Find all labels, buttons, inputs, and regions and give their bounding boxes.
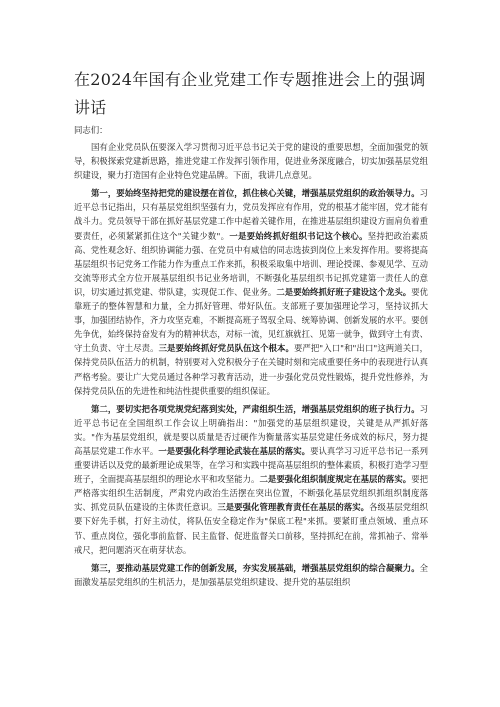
text-run: 坚持把政治素质高、党性观念好、组织协调能力强、在党员中有威信的同志选拔到岗位上来发挥作用。要将提高基层组织书记党务工作能力作为重点工作来抓，积极采取集中培训、理论授课、参观见学、互动交流等形式全方位开展基层组织书记业务培训，不断强化基层组织书记抓党建第一责任人的意识，切实通过抓党建、带队建，实现促工作、促业务。 [74,230,429,297]
text-run: 要严把"入口"和"出口"这两道关口，保持党员队伍活力的机制，特别要对入党积极分子在关键时刻和完成重要任务中的表现进行认真严格考验。要让广大党员通过各种学习教育活动，进一步强化党员党性锻炼，提升党性修养，为保持党员队伍的先进性和纯洁性提供重要的组织保证。 [74,343,429,396]
bold-text-run: 二是要始终抓好班子建设这个龙头。 [276,286,412,297]
paragraph [74,186,428,397]
text-run: 要把严格落实组织生活制度，严肃党内政治生活摆在突出位置，不断强化基层党组织抓组织制度落实、抓党员队伍建设的主体责任意识。 [74,474,429,513]
text-run: 国有企业党员队伍要深入学习贯彻习近平总书记关于党的建设的重要思想，全面加强党的领导，积极探索党建新思路，推进党建工作发挥引领作用，促进业务深度融合，切实加强基层党组织建设，聚力打造国有企业特色党建品牌。下面，我讲几点意见。 [74,142,428,181]
bold-text-run: 三是要始终抓好党员队伍这个根本。 [158,343,294,354]
bold-text-run: 二是要强化组织制度规定在基层的落实。 [259,474,412,485]
paragraph [74,561,428,589]
bold-text-run: 第二，要切实把各项党规党纪落到实处，严肃组织生活，增强基层党组织的班子执行力。 [91,403,420,414]
text-run: 习近平总书记在全国组织工作会议上明确指出："加强党的基层组织建设，关键是从严抓好落实。"作为基层党组织，就是要以质量是否过硬作为衡量落实基层党建任务成效的标尺，努力提高基层党建工作水平。 [74,403,428,456]
document-title: 在2024年国有企业党建工作专题推进会上的强调讲话 [74,70,426,117]
document-body [74,140,428,593]
text-run: 各级基层党组织要下好先手棋，打好主动仗，将队伍安全稳定作为"保底工程"来抓。要紧盯重点领域、重点环节、重点岗位，强化事前监督、民主监督、促进监督关口前移，坚持抓纪在前，常抓袖子、常举戒尺，把问题消灭在萌芽状态。 [74,502,429,555]
bold-text-run: 三是要强化管理教育责任在基层的落实。 [217,502,370,513]
text-run: 要优靠班子的整体智慧和力量，全力抓好管理、带好队伍。支部班子要加强理论学习，坚持议抓大事，加强团结协作，齐力攻坚克难，不断提高班子驾驭全局、统筹协调、创新发展的水平。要创先争优，始终保持奋发有为的精神状态，对标一流，见红旗就扛、见第一就争，做到守土有责、守土负责、守土尽责。 [74,286,429,354]
bold-text-run: 一是要始终抓好组织书记这个核心。 [229,230,368,241]
text-run: 要认真学习习近平总书记一系列重要讲话以及党的最新理论成果等，在学习和实践中提高基层组织的整体素质，积极打造学习型班子，全面提高基层组织的理论水平和攻坚能力。 [74,445,429,485]
paragraph [74,140,428,182]
bold-text-run: 第一，要始终坚持把党的建设摆在首位，抓住核心关键，增强基层党组织的政治领导力。 [91,188,420,199]
text-run: 全面激发基层党组织的生机活力，是加强基层党组织建设、提升党的基层组织 [74,562,428,587]
bold-text-run: 第三，要推动基层党建工作的创新发展，夯实发展基础，增强基层党组织的综合凝聚力。 [91,562,420,573]
bold-text-run: 一是要强化科学理论武装在基层的落实。 [158,445,311,456]
text-run: 习近平总书记指出，只有基层党组织坚强有力，党员发挥应有作用，党的根基才能牢固，党才能有战斗力。党员领导干部在抓好基层党建工作中起着关键作用，在推进基层组织建设方面肩负着重要责任，必须紧紧抓住这个"关键少数"。 [74,188,428,241]
greeting: 同志们： [74,125,108,135]
paragraph [74,402,428,557]
